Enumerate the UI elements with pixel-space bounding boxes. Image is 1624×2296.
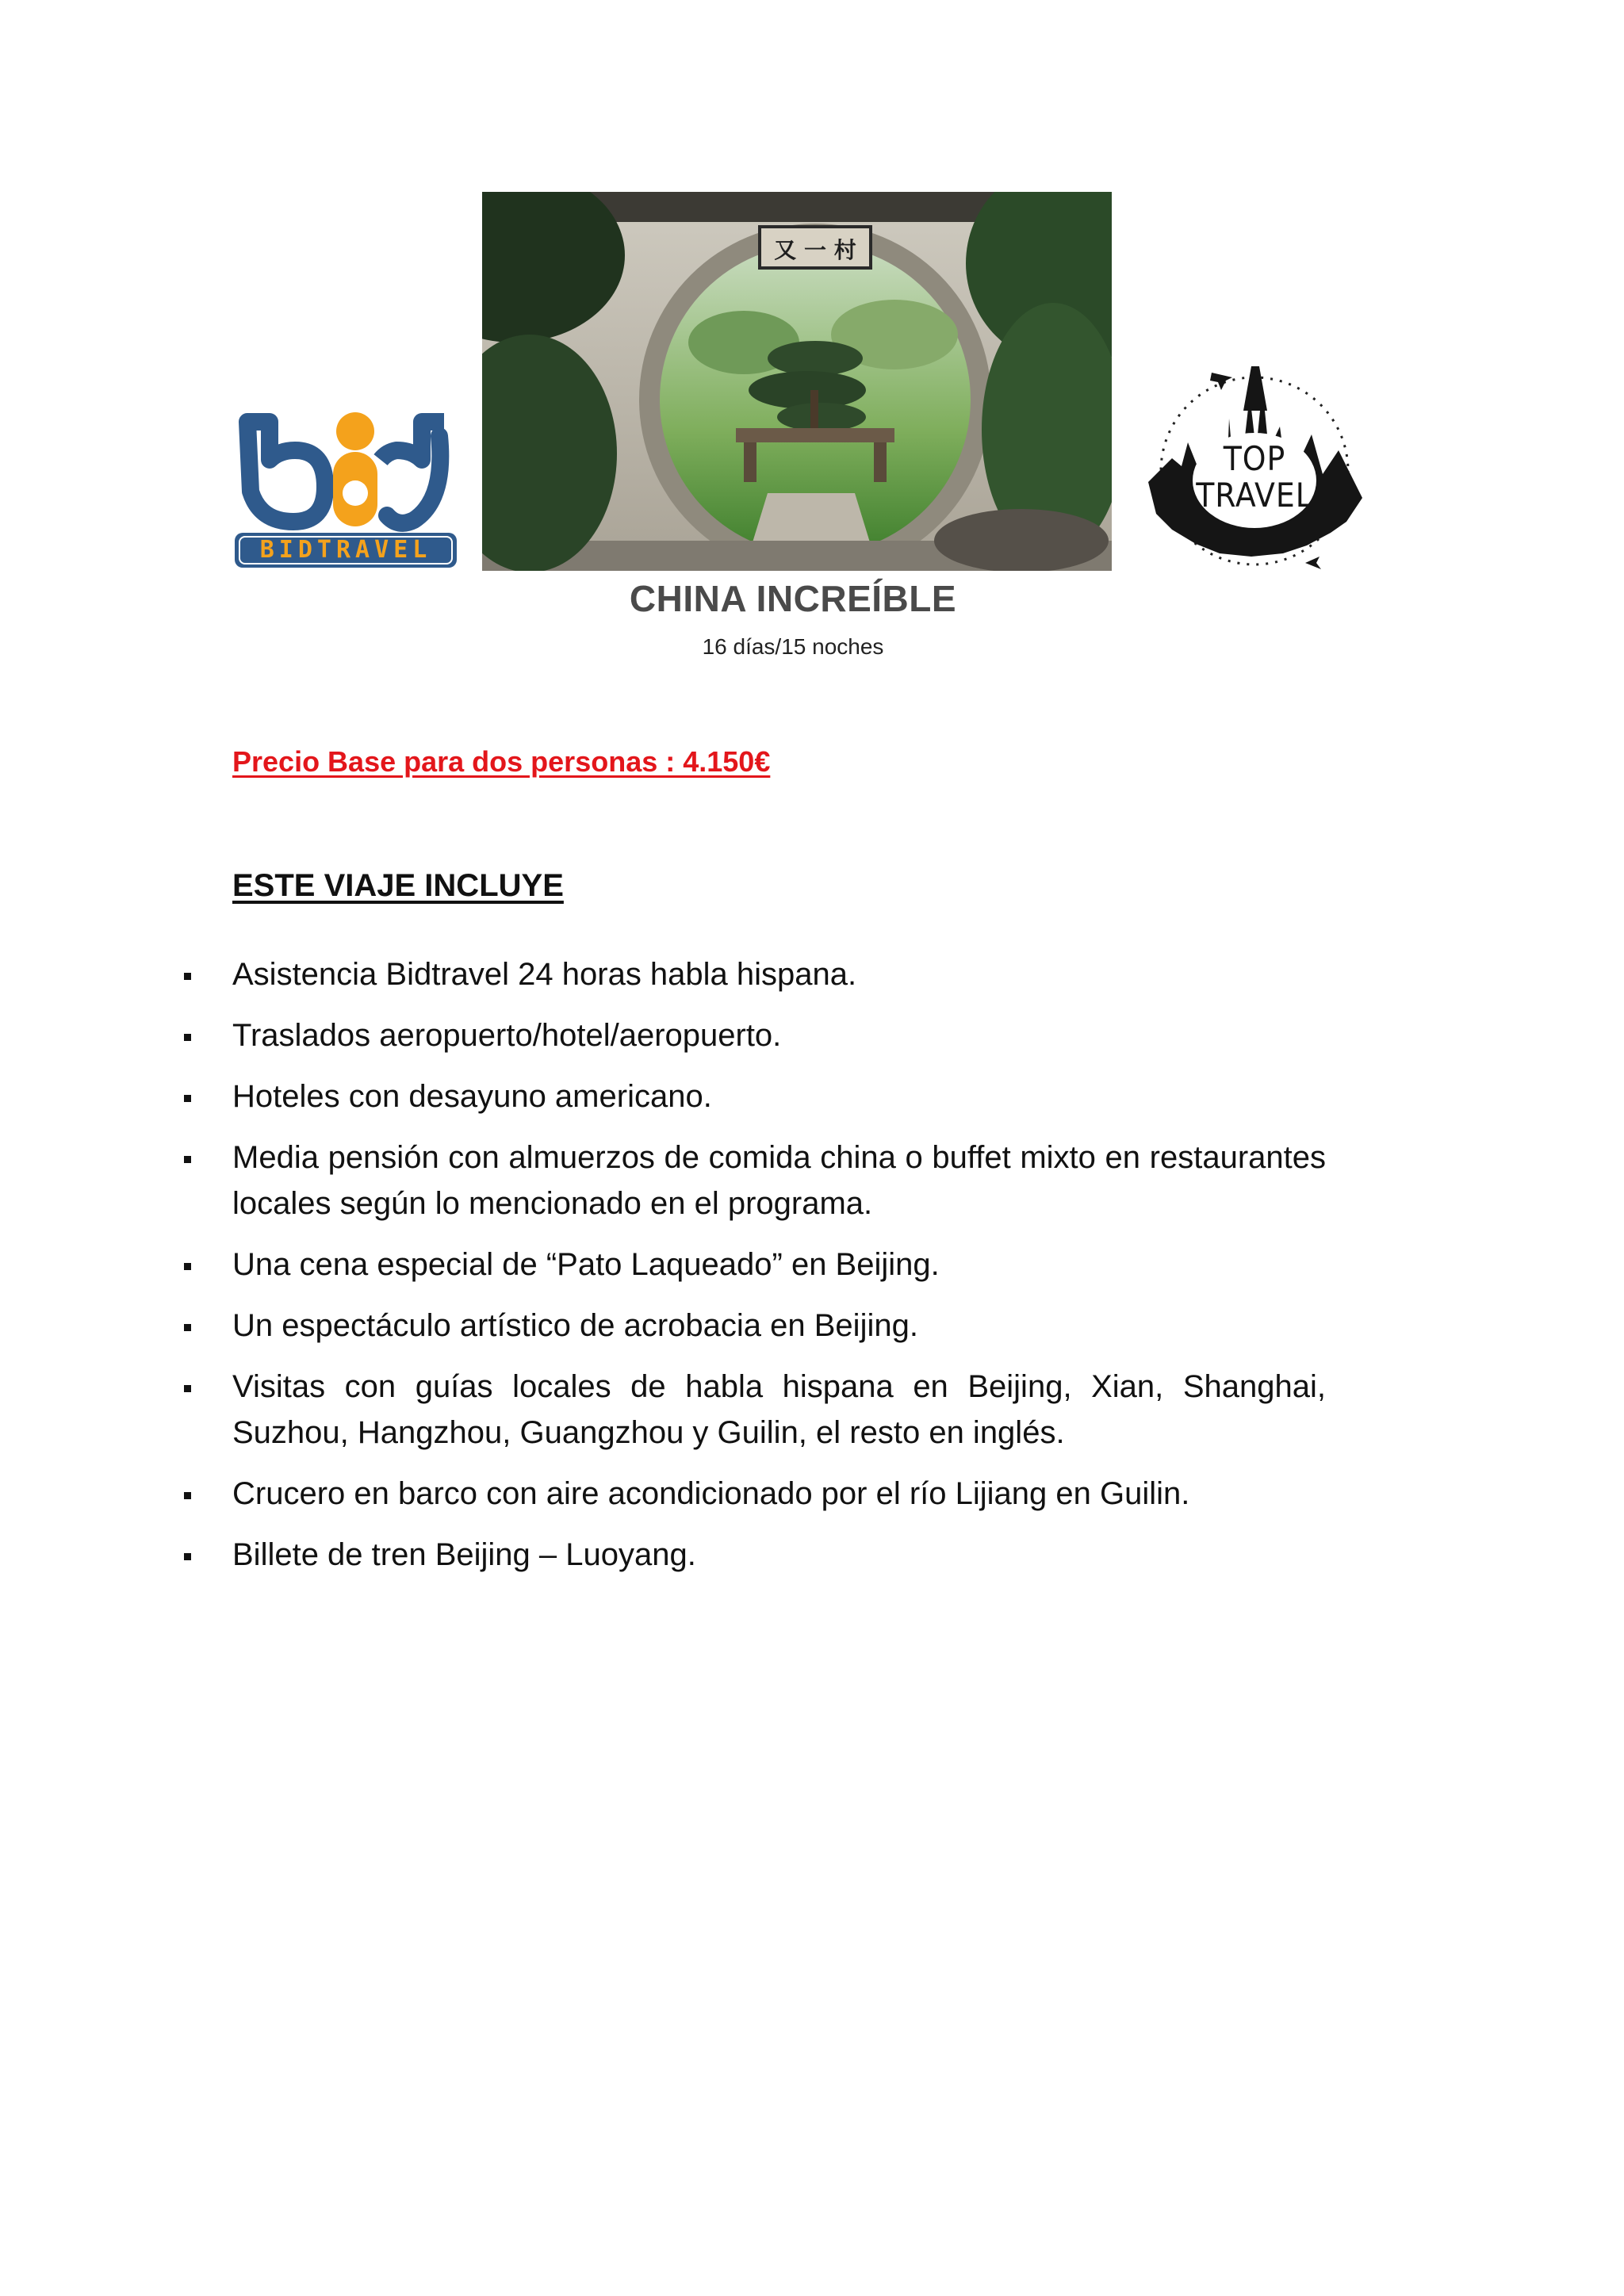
bullet-icon <box>184 1156 191 1163</box>
bullet-icon <box>184 1034 191 1041</box>
bullet-icon <box>184 1324 191 1331</box>
list-item <box>176 1135 1326 1226</box>
includes-list <box>176 951 1326 1593</box>
hero-plaque-text: 又 一 村 <box>774 237 856 263</box>
list-item <box>176 1073 1326 1119</box>
list-item <box>176 1364 1326 1456</box>
list-item-text: Visitas con guías locales de habla hispana en Beijing, Xian, Shanghai, Suzhou, Hangzhou, Guangzhou y Guilin, el resto en inglés. <box>232 1369 1326 1450</box>
list-item <box>176 1242 1326 1288</box>
list-item-text: Media pensión con almuerzos de comida china o buffet mixto en restaurantes locales según lo mencionado en el programa. <box>232 1140 1326 1221</box>
list-item <box>176 1532 1326 1578</box>
trip-duration: 16 días/15 noches <box>702 634 884 659</box>
bullet-icon <box>184 1492 191 1499</box>
top-travel-logo <box>1124 363 1389 572</box>
list-item-text: Crucero en barco con aire acondicionado por el río Lijiang en Guilin. <box>232 1476 1190 1511</box>
bullet-icon <box>184 1263 191 1270</box>
list-item-text: Billete de tren Beijing – Luoyang. <box>232 1537 696 1572</box>
hero-image-moon-gate <box>482 192 1112 571</box>
list-item-text: Hoteles con desayuno americano. <box>232 1079 712 1114</box>
list-item-text: Una cena especial de “Pato Laqueado” en Beijing. <box>232 1247 940 1282</box>
list-item <box>176 1471 1326 1517</box>
bullet-icon <box>184 1553 191 1560</box>
list-item <box>176 1303 1326 1349</box>
bullet-icon <box>184 973 191 980</box>
top-travel-logo-text-bottom: TRAVEL <box>1196 476 1313 515</box>
list-item-text: Traslados aeropuerto/hotel/aeropuerto. <box>232 1018 782 1053</box>
top-travel-logo-text-top: TOP <box>1223 439 1286 478</box>
bullet-icon <box>184 1095 191 1102</box>
includes-heading: ESTE VIAJE INCLUYE <box>232 868 564 903</box>
page-title: CHINA INCREÍBLE <box>629 578 957 619</box>
list-item <box>176 951 1326 997</box>
bidtravel-logo-text: BIDTRAVEL <box>259 536 432 564</box>
bidtravel-logo <box>232 404 460 571</box>
list-item-text: Asistencia Bidtravel 24 horas habla hispana. <box>232 957 857 992</box>
list-item <box>176 1012 1326 1058</box>
bullet-icon <box>184 1385 191 1392</box>
base-price: Precio Base para dos personas : 4.150€ <box>232 745 771 778</box>
list-item-text: Un espectáculo artístico de acrobacia en Beijing. <box>232 1308 918 1343</box>
